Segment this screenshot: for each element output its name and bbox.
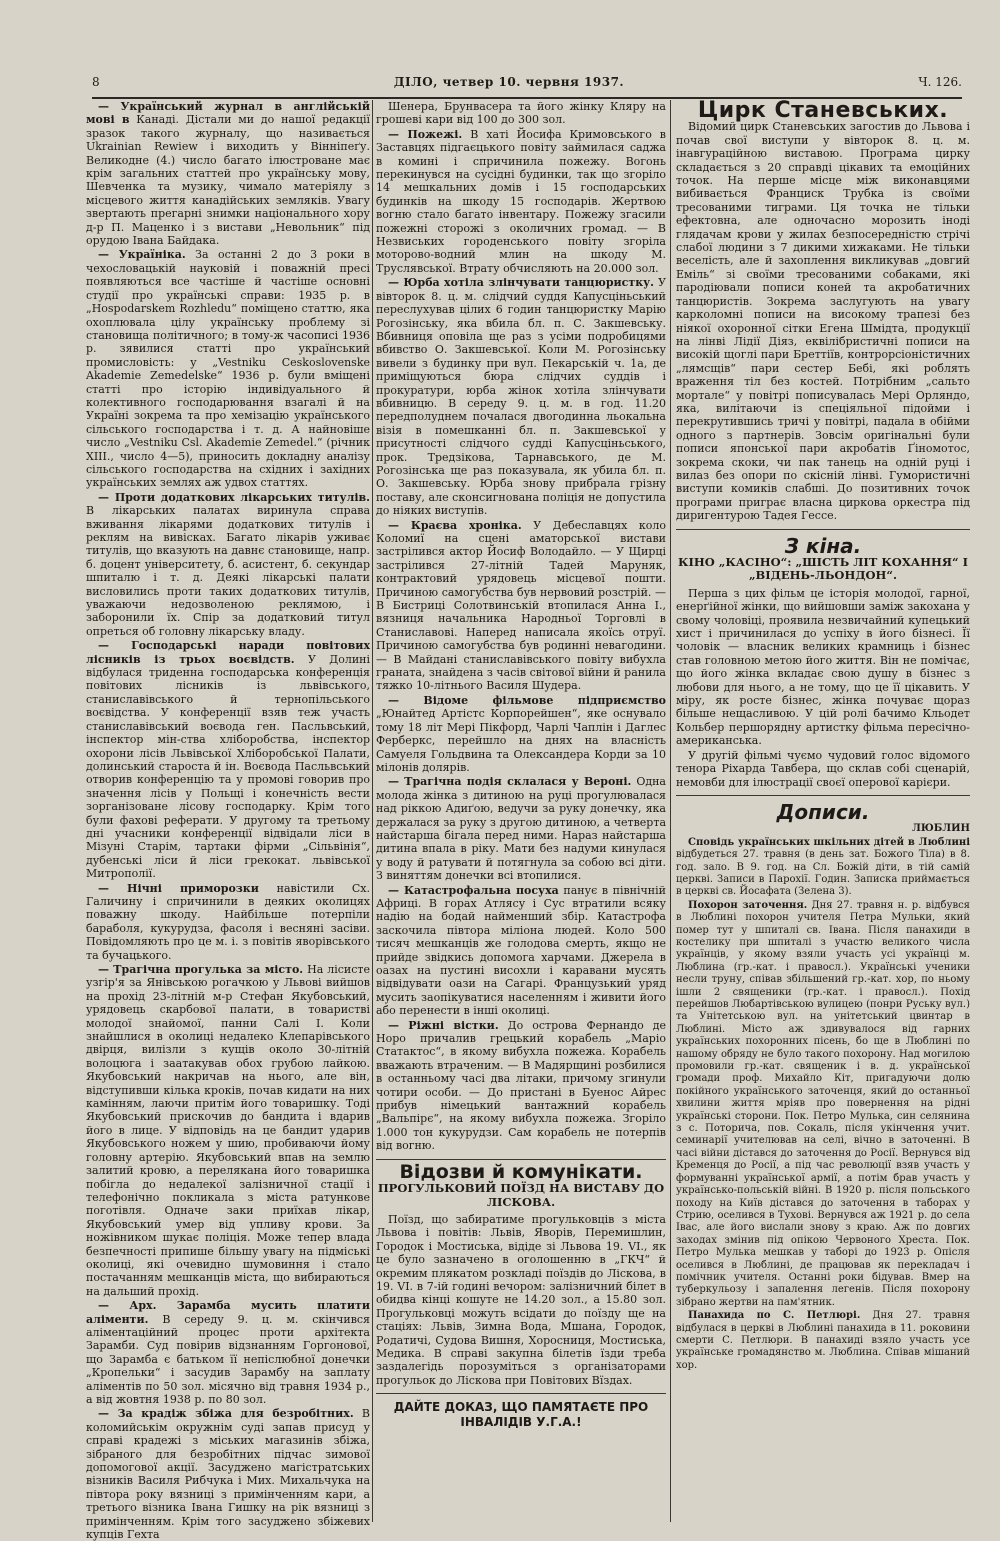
news-item: [376, 519, 666, 693]
news-item: [86, 1407, 370, 1541]
news-item-lead: — Проти додаткових лікарських титулів.: [98, 490, 370, 504]
cinema-paragraph: У другій фільмі чуємо чудовий голос відомого тенора Ріхарда Тавбера, що склав собі сценарій, немовби для ілюстрації своєї оперової карієри.: [676, 748, 970, 789]
news-item-lead: — Краєва хроніка.: [388, 518, 522, 532]
news-item-body: На лісисте узгір'я за Янівською рогачкою у Львові вийшов на прохід 23-літній м-р Стефан Якубовський, урядовець скарбової палати, в товаристві молодої знайомої, панни Салі І. Коли знайшлися в околиці недалеко Клепарівського двірця, вилізли з кущів около 30-літній волоцюга і заатакував обох грубою лайкою. Якубовський накричав на нього, але він, відступивши кілька кроків, почав кидати на них камінням, лаючи притім його товаришку. Тоді Якубовський прискочив до бандита і вдарив його в лице. У відповідь на це бандит ударив Якубовського ножем у шию, пробиваючи йому головну артерію. Якубовський впав на землю залитий кровю, а перелякана його товаришка побігла до недалекої залізничної стації і телефонічно покликала з міста ратункове поготівля. Одначе заки приїхав лікар, Якубовський умер від упливу крови. За ножівником шукає поліція. Може тепер влада безпечності припише більшу увагу на підміські околиці, які очевидно шумовиння і стало постачанням мешканців міста, що вибираються на дальший прохід.: [86, 963, 370, 1298]
news-item: [86, 491, 370, 638]
masthead-title: [394, 75, 624, 89]
news-item: [86, 248, 370, 489]
masthead: [92, 70, 962, 99]
news-item-body: „Юнайтед Артістс Корпорейшен“, яке оснувало тому 18 літ Мері Пікфорд, Чарлі Чаплін і Даглес Ферберкс, перейшло на днях на власність Самуеля Гольдвина та Олександера Корди за 10 мілонів долярів.: [376, 707, 666, 774]
letter-item: [676, 837, 970, 899]
news-item-lead: — Катастрофальна посуха: [388, 883, 559, 897]
news-item-lead: — Нічні приморозки: [98, 881, 259, 895]
letter-item-body: Дня 27. травня відбулася в церкві в Люблині панахида в 11. роковини смерти С. Петлюри. В панахиді взяло участь усе українське громадянство м. Люблина. Співав мішаний хор.: [676, 1310, 970, 1371]
letter-item-body: Дня 27. травня н. р. відбувся в Люблині похорон учителя Петра Мульки, який помер тут у шпиталі св. Івана. Після панахиди в костелику при шпиталі з участю великого числа українців, у якому взяли участь усі українці м. Люблина (гр.-кат. і правосл.). Українські ученики несли труну, співав збільшений гр.-кат. хор, по ньому ішли 2 священики (гр.-кат. і правосл.). Похід перейшов Любартівською вулицею (понри Руську вул.) та Унітетською вул. на унітетський цвинтар в Люблині. Місто аж здивувалося від гарних українських похоронних пісень, бо ще в Люблині по нашому обряду не було такого похорону. Над могилою промовили гр.-кат. священик і в. д. української громади проф. Михайло Кіт, пригадуючи долю покійного українського заточенця, який до останньої хвилини життя мріяв про повернення на рідні українські сторони. Пок. Петро Мулька, син селянина з с. Поторича, пов. Сокаль, після укінчення учит. семинарії учителював на селі, вічно в заточенні. В часі війни дістався до заточення до Росії. Вернувся від Кременця до Росії, а під час революції взяв участь у формуванні української армії, а потім брав участь у українсько-польській війні. В 1920 р. після польського походу на Київ дістався до заточення в таборах у Стрию, оселився в Тухові. Вернувся аж 1921 р. до села Івас, але його вислали знову з краю. Аж по довгих заходах змінив під опікою Червоного Хреста. Пок. Петро Мулька мешкав у таборі до 1923 р. Опісля оселився в Люблині, де працював як перекладач і помічник учителя. Останні роки бідував. Вмер на туберкульозу і запалення легенів. Після похорону зібрано жертви на пам'ятник.: [676, 899, 970, 1308]
news-item-lead: — Україніка.: [98, 248, 186, 262]
news-item-body: В хаті Йосифа Кримовського в Заставцях підгаєцького повіту займилася саджа в комині і спричинила пожежу. Вогонь перекинувся на сусідні будинки, так що згоріло 14 мешкальних домів і 15 господарських будинків на шкоду 15 господарів. Жертвою вогню стало багато інвентару. Пожежу згасили пожежні сторожі з околичних громад. — В Незвиських городенського повіту згоріла моторово-водний млин на шкоду М. Труслявської. Втрату обчисляють на 20.000 зол.: [376, 127, 666, 275]
letter-item: [676, 1310, 970, 1372]
circus-heading: Цирк Станевських.: [697, 98, 949, 123]
news-item: [376, 128, 666, 275]
circus-body: Відомий цирк Станевських загостив до Львова і почав свої виступи у вівторок 8. ц. м. інавгураційною виставою. Програма цирку складається з 20 справді цікавих та емоційних точок. На перше місце між виконавцями вибивається Франциск Трубка із своїми тресованими тиграми. Ця точка не тільки ефектовна, але одночасно морозить іноді глядачам крови у жилах безпосередністю стрічі слабої людини з 7 дикими хижаками. Не тільки веселість, але й захоплення викликував „довгий Еміль“ зі своїми тресованими собаками, які пародіювали пописи коней та акробатичних танцюристів. Зокрема заслугують на увагу карколомні пописи на високому трапезі без ніякої охоронної сітки Егена Шмідта, продукції на лінві Лідії Діяз, еквілібристичні пописи на високій щоглі пари Бреттіїв, контрорсіоністичних „лямсщів“ пари сестер Бебі, які роблять враження тіл без костей. Потрібним „сальто мортале“ у повітрі пописувалась Мері Орляндо, яка, вилітаючи із спеціяльної підойми і перекрутившись тричі у повітрі, падала в обійми одного з партнерів. Зовсім оригінальні були пописи японської пари акробатів Ґіномотос, зокрема скоки, чи пак танець на одній руці і вилаз без опори по скісній лінві. Гумористичні виступи комиків слабші. До позитивних точок програми приграє власна циркова оркестра під диригентурою Тадея Гессе.: [676, 120, 970, 523]
news-item-body: В середу 9. ц. м. скінчився аліментаційний процес проти архітекта Зарамби. Суд повірив відзнанням Горгонової, що Зарамба є батьком її непіслюбної донечки „Кропельки“ і засудив Зарамбу на заплату аліментів по 50 зол. місячно від травня 1934 р., а від жовтня 1938 р. по 80 зол.: [86, 1312, 370, 1406]
letter-item-lead: Панахида по С. Петлюрі.: [688, 1310, 861, 1322]
issue-number: Ч. 126.: [918, 75, 962, 89]
cinema-subhead: КІНО „КАСІНО“: „ШІСТЬ ЛІТ КОХАННЯ“ І „ВІДЕНЬ-ЛЬОНДОН“.: [678, 555, 968, 583]
news-item: [86, 100, 370, 247]
news-item-body: Шенера, Брунвасера та його жінку Кляру на грошеві кари від 100 до 300 зол.: [376, 100, 666, 127]
news-item: [376, 276, 666, 517]
news-item-lead: — Господарські наради повітових лісників із трьох воєвідств.: [86, 639, 370, 666]
section-divider: [676, 795, 970, 796]
appeals-heading: Відозви й комунікати.: [399, 1160, 643, 1183]
news-item-lead: — Трагічна подія склалася у Вероні.: [388, 775, 632, 789]
news-item-lead: — За крадіж збіжа для безробітних.: [98, 1407, 354, 1421]
news-item-body: За останні 2 до 3 роки в чехословацькій науковій і поважній пресі появляються все частіше й частіше основні студії про українські справи: 1935 р. в „Hospodarskem Rozhledu“ поміщено статтю, яка охоплювала цілу українську проблему зі становища політичного; в тому-ж часописі 1936 р. зявилися статті про український промисловість: у „Vestniku Ceskoslovenske Akademie Zemedelske“ 1936 р. були вміщені статті про історію індивідуального й колективного господарювання взагалі й на Україні зокрема та про хемізацію українського сільського господарства і т. д. А найновіше число „Vestniku Csl. Akademie Zemedel.“ (річник XIII., число 4—5), приносить докладну аналізу сільського господарства на східних і західних українських землях аж удвох статтях.: [86, 248, 370, 490]
news-item-body: У Долині відбулася триденна господарська конференція повітових лісників із львівського, станиславівського й тернопільського воєвідства. У конференції взяв теж участь станиславівський воєвода ген. Пасльвський, інспектор мін-ства хліборобства, інспектор охорони лісів Львівської Хліборобської Палати, долинський староста й ін. Воєвода Пасльвський отворив конференцію та у промові говорив про значення лісів у Польщі і конечність вести зорганізоване лісову господарку. Крім того були фахові реферати. У другому та третьому дні учасники конференції відвідали ліси в Мізуні Старім, тартаки фірми „Сільвінія“, дубенські ліси й ліси грекокат. львівської Митрополії.: [86, 652, 370, 881]
section-divider: [376, 1159, 666, 1160]
news-item-lead: — Пожежі.: [388, 127, 463, 141]
news-item: [86, 639, 370, 880]
news-item-body: У вівторок 8. ц. м. слідчий суддя Капусціньський переслухував цілих 6 годин танцюристку Марію Рогозінську, яка вбила бл. п. С. Закшевську. Вбивниця оповіла ще раз з усіми подробицями вбивство О. Закшевської. Коли М. Рогозінську вивели з будинку при вул. Пекарській ч. 1а, де приміщуються бюра слідчих суддів і прокуратури, юрба жінок хотіла злінчувати вбивницю. В середу 9. ц. м. в год. 11.20 передполуднем почалася двогодинна льокальна візія в помешканні бл. п. Закшевської у присутності слідчого судді Капусціньського, прок. Тредзікова, Тарнавського, де М. Рогозінська ще раз показувала, як убила бл. п. О. Закшевську. Юрба знову прибрала грізну поставу, але сконсигнована поліція не допустила до ніяких виступів.: [376, 276, 667, 518]
letter-item: [676, 900, 970, 1309]
cinema-heading: З кіна.: [784, 533, 862, 558]
column-divider: [372, 100, 373, 1522]
letter-item-body: відбудеться 27. травня (в день зат. Божого Тіла) в 8. год. зало. В 9. год. на Сл. Божій діти, в тій самій церкві. Записи в Парохії. Годин. Записка приймається в церкві св. Йосафата (Зелена 3).: [676, 849, 970, 898]
section-divider: [676, 529, 970, 530]
page-number: 8: [92, 75, 100, 89]
news-item-body: До острова Фернандо де Норо причалив грецький корабель „Маріо Статактос“, в якому вибухла пожежа. Корабель вважають втраченим. — В Мадярщині розбилися в останньому часі два літаки, причому згинули чотири особи. — До пристані в Буенос Айрес прибув німецький вантажний корабель „Вальпірє“, на якому вибухла пожежа. Згоріло 1.000 тон кукурудзи. Сам корабель не потерпів від вогню.: [376, 1018, 667, 1153]
column-1: [86, 100, 370, 1541]
news-item-body: навістили Сх. Галичину і спричинили в деяких околицях поважну шкоду. Найбільше потерпіли бараболя, кукурудза, фасоля і весняні засіви. Повідомляють про це м. і. з повітів яворівського та бучацького.: [86, 881, 370, 962]
appeals-body: Поїзд, що забиратиме прогульковців з міста Львова і повітів: Львів, Яворів, Перемишлин, Городок і Мостиська, відіде зі Львова 19. VI., як це було зазначено в оголошенню в „ГКЧ“ й окремим плякатом розкладі поїздів до Ліскова, в 19. VI. в 7-ій годині вечором: залізничний білет в обидва кінці кошуте не 14.20 зол., а 15.80 зол. Прогульковці можуть всідати до поїзду ще на стаціях: Львів, Зимна Вода, Мшана, Городок, Родатичі, Судова Вишня, Хоросниця, Мостиська, Медика. В справі закупна білетів їзди треба заздалегідь порозуміться з організаторами прогульок до Ліскова при Повітових Вїздах.: [376, 1212, 666, 1387]
news-item: [376, 775, 666, 882]
news-item: [376, 694, 666, 774]
news-item-body: В лікарських палатах виринула справа вживання лікарями додаткових титулів і реклям на вивісках. Багато лікарів уживає титулів, що вказують на давнє становище, напр. б. доцент університету, б. асистент, б. секундар шпиталю і т. д. Деякі лікарські палати висловились проти таких додаткових титулів, уважаючи недозволеною реклямою, і заборонили їх. Спір за додатковий титул опреться об головну лікарську владу.: [86, 504, 370, 638]
news-item-lead: — Український журнал в англійській мові в: [86, 100, 370, 127]
news-item-lead: — Юрба хотіла злінчувати танцюристку.: [388, 276, 655, 290]
column-3: [676, 100, 970, 1522]
news-item-body: панує в північній Африці. В горах Атлясу і Сус втратили всяку надію на бодай найменший збір. Катастрофа заскочила півтора міліона людей. Коло 500 тисяч мешканців же голодова смерть, якщо не прийде звідкись допомога харчами. Джерела в оазах на пустині висохли і каравани мусять відвідувати оази на Сагарі. Французький уряд мусить заопікуватися населенням і живити його або перенести в інші околиці.: [376, 883, 666, 1018]
news-item-lead: — Трагічна прогулька за місто.: [98, 963, 304, 976]
appeals-subhead: ПРОГУЛЬКОВИЙ ПОЇЗД НА ВИСТАВУ ДО ЛІСКОВА.: [377, 1181, 665, 1209]
news-item: [86, 882, 370, 962]
section-divider: [376, 1393, 666, 1394]
cinema-paragraph: Перша з цих фільм це історія молодої, гарної, енерґійної жінки, що вийшовши заміж закохана у свому чоловіці, проявила незвичайний купецький хист і причинилася до успіху в його бізнесі. Її чоловік — власник великих крамниць і бізнес став головною метою його життя. Він не помічає, що його жінка вкладає свою душу в бізнес з любови для нього, а не тому, що це її цікавить. У міру, як росте бізнес, жінка почуває щораз більше нещасливою. У цій ролі бачимо Кльодет Кольбер першорядну артистку фільма пересічно-американська.: [676, 586, 970, 748]
letter-item-lead: Сповідь українських шкільних дітей в Люблині: [688, 836, 970, 848]
news-item: [376, 884, 666, 1018]
news-item: [86, 963, 370, 1298]
newspaper-name: ДІЛО,: [393, 75, 438, 89]
invalids-appeal: ДАЙТЕ ДОКАЗ, ЩО ПАМЯТАЄТЕ ПРО ІНВАЛІДІВ У.Г.А.!: [393, 1400, 649, 1430]
news-item-body: У Дебеславцях коло Коломиї на сцені аматорської вистави застрілився актор Йосиф Володайло. — У Щирці застрілився 27-літній Тадей Маруняк, контрактовий урядовець місцевої пошти. Причиною самогубства був нервовий розстрій. — В Бистриці Солотвинській втопилася Анна І., вязниця начальника Народньої Торговлі в Станиславові. Наперед написала якоїсь отруї. Причиною самогубства був родинні невагодини. — В Майдані станиславівського повіту вибухла граната, знайдена з часів світової війни й ранила тяжко 10-літнього Василя Шудера.: [376, 518, 666, 693]
news-item: [86, 1299, 370, 1406]
news-item-lead: — Відоме фільмове підприємство: [388, 693, 666, 707]
letters-place: ЛЮБЛИН: [912, 823, 970, 835]
news-item-lead: — Ріжні вістки.: [388, 1018, 499, 1032]
news-item-body: Канаді. Дістали ми до нашої редакції зразок такого журналу, що називається Ukrainian Rewiew і виходить у Вінніпеґу. Великодне (4.) число багато ілюстроване має крім загальних статтей про українську мову, Шевченка та музику, чимало матеріялу з місцевого життя канадійських земляків. Увагу звертають прегарні знимки національного хору д-р П. Маценко і з вистави „Невольник“ під орудою Івана Байдака.: [86, 113, 370, 248]
column-divider: [670, 100, 671, 1522]
letter-item-lead: Похорон заточення.: [688, 899, 808, 911]
news-item: [376, 100, 666, 127]
column-2: [376, 100, 666, 1522]
news-item: [376, 1019, 666, 1153]
news-item-body: Одна молода жінка з дитиною на руці прогулювалася над ріккою Адиґою, ведучи за руку донечку, яка держалася за руку з другою дитиною, а четверта найстарша бігала перед ними. Нараз найстарша дитина впала в ріку. Мати без надуми кинулася у воду й ратувати й потягнула за собою всі діти. З виняттям донечки всі втопилися.: [376, 775, 666, 883]
news-item-body: В коломийськім окружнім суді запав присуд у справі крадежі з міських магазинів збіжа, зібраного для безробітних підчас зимової допомогової акції. Засуджено магістратських візників Василя Рибчука і Мих. Михальчука на півтора року вязниці з примінченням кари, а третього візника Івана Гишку на рік вязниці з примінченням. Крім того засуджено збіжевих купців Гехта: [86, 1407, 370, 1541]
news-item-lead: — Арх. Зарамба мусить платити аліменти.: [86, 1299, 370, 1326]
issue-date: четвер 10. червня 1937.: [442, 75, 625, 89]
letters-heading: Дописи.: [776, 799, 870, 824]
